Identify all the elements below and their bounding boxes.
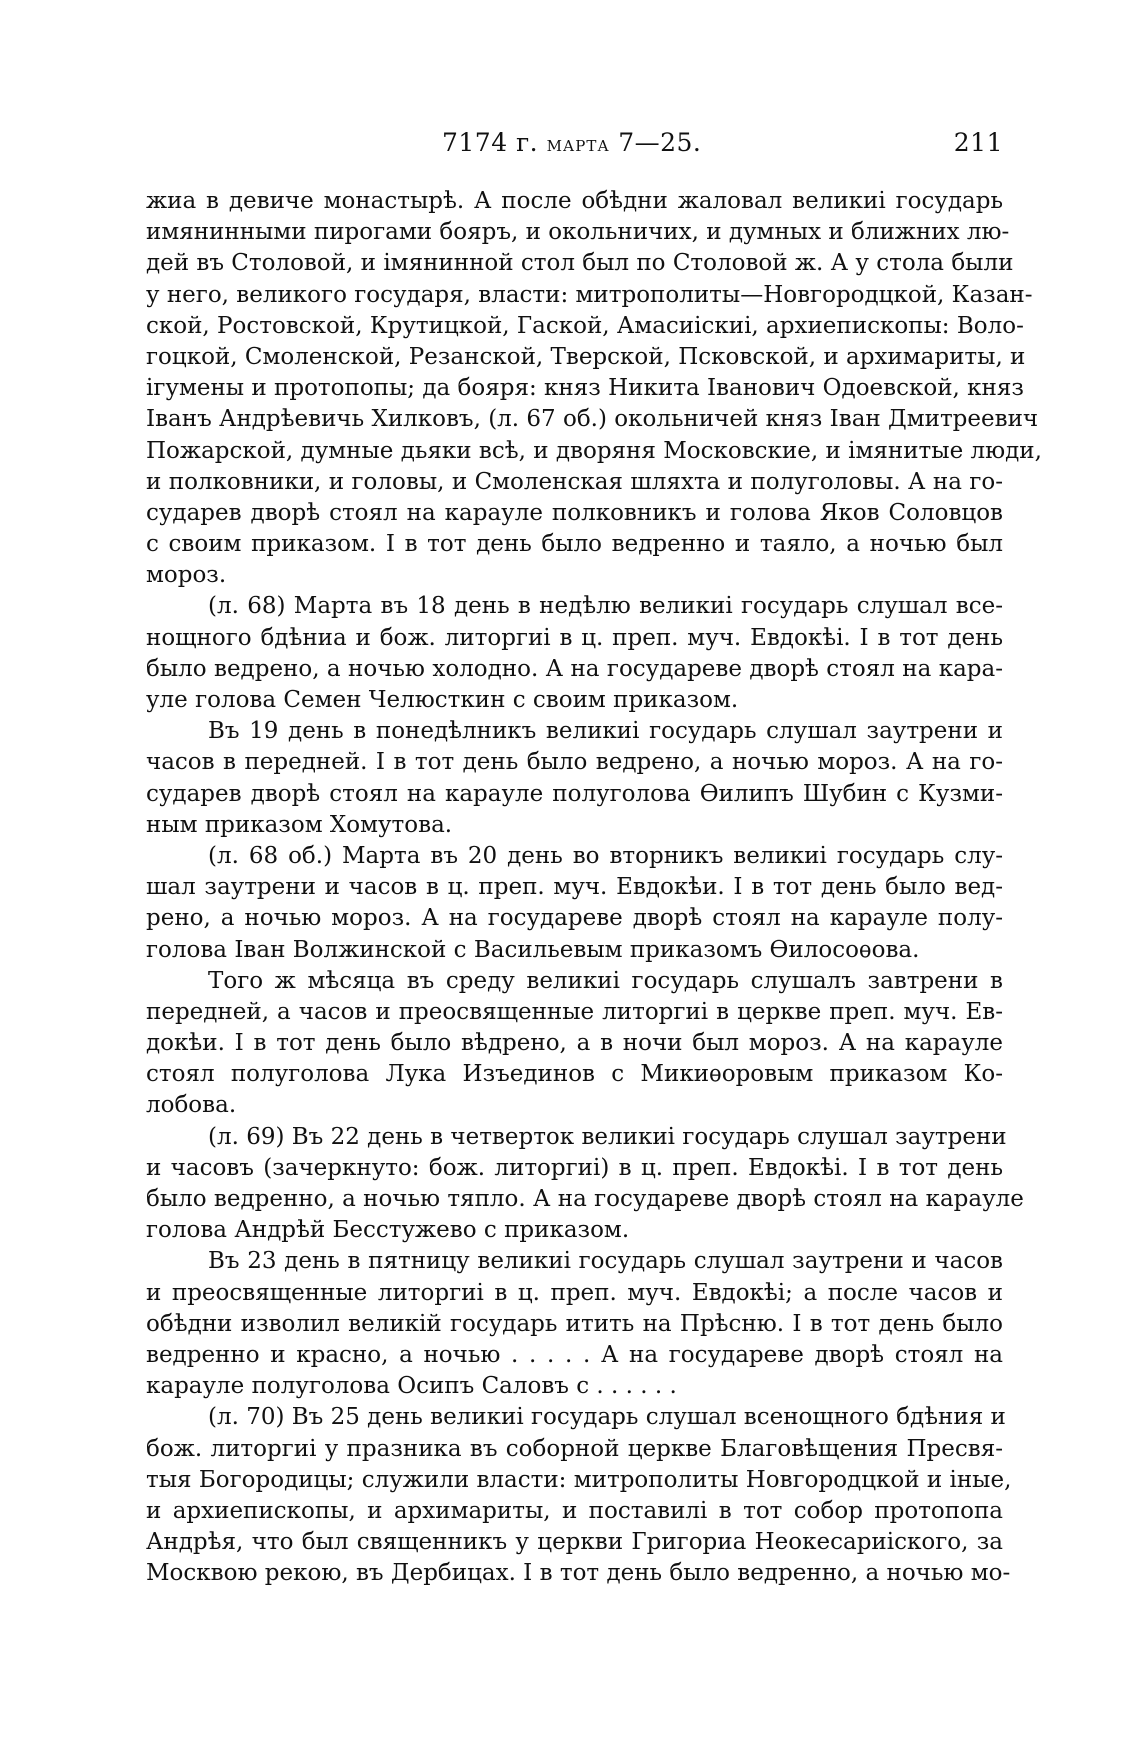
text-line: бож. литоргиі у празника въ соборной церкве Благовѣщения Пресвя- [146,1435,1003,1462]
text-line: Въ 23 день в пятницу великиі государь слушал заутрени и часов [208,1248,1003,1275]
text-line: гоцкой, Смоленской, Резанской, Тверской, Псковской, и архимариты, и [146,343,1026,370]
text-line: Москвою рекою, въ Дербицах. І в тот день было ведренно, а ночью мо- [146,1560,1011,1587]
text-line: стоял полуголова Лука Изъединов с Микиѳоровым приказом Ко- [146,1061,1003,1088]
text-line: ігумены и протопопы; да бояря: княз Никита Іванович Одоевской, княз [146,375,1024,402]
running-title-year: 7174 г. [442,128,547,157]
text-line: Въ 19 день в понедѣлникъ великиі государь слушал заутрени и [208,718,1003,745]
text-line: часов в передней. І в тот день было ведрено, а ночью мороз. А на го- [146,749,1003,776]
running-title [442,128,701,157]
text-line: лобова. [146,1092,237,1119]
text-line: было ведренно, а ночью тяпло. А на государеве дворѣ стоял на карауле [146,1186,1024,1212]
text-line: карауле полуголова Осипъ Саловъ с . . . . . . [146,1373,677,1400]
text-line: и часовъ (зачеркнуто: бож. литоргиі) в ц. преп. Евдокѣі. І в тот день [146,1154,1003,1181]
text-line: дей въ Столовой, и імянинной стол был по Столовой ж. А у стола были [146,250,1014,277]
text-line: голова Іван Волжинской с Васильевым приказомъ Ѳилосоѳова. [146,936,920,963]
text-line: с своим приказом. І в тот день было ведренно и таяло, а ночью был [146,531,1003,558]
text-line: (л. 70) Въ 25 день великиі государь слушал всенощного бдѣния и [208,1404,1006,1431]
text-line: (л. 68 об.) Марта въ 20 день во вторникъ великиі государь слу- [208,842,1003,869]
text-line: сударев дворѣ стоял на карауле полуголова Ѳилипъ Шубин с Кузми- [146,780,1003,807]
text-line: докѣи. І в тот день было вѣдрено, а в ночи был мороз. А на карауле [146,1030,1003,1057]
text-line: голова Андрѣй Бесстужево с приказом. [146,1217,630,1244]
text-line: и полковники, и головы, и Смоленская шляхта и полуголовы. А на го- [146,468,1003,495]
text-line: и преосвященные литоргиі в ц. преп. муч. Евдокѣі; а после часов и [146,1279,1003,1306]
text-line: (л. 69) Въ 22 день в четверток великиі государь слушал заутрени [208,1123,1007,1150]
text-line: имянинными пирогами бояръ, и окольничих, и думных и ближних лю- [146,219,1010,246]
text-line: Пожарской, думные дьяки всѣ, и дворяня Московские, и імянитые люди, [146,437,1042,464]
text-line: обѣдни изволил великій государь итить на Прѣсню. І в тот день было [146,1310,1003,1337]
text-line: (л. 68) Марта въ 18 день в недѣлю великиі государь слушал все- [208,593,1003,620]
running-head [442,128,1003,172]
text-line: Іванъ Андрѣевичь Хилковъ, (л. 67 об.) окольничей княз Іван Дмитреевич [146,406,1039,433]
text-line: мороз. [146,562,227,589]
text-line: Того ж мѣсяца въ среду великиі государь слушалъ завтрени в [208,967,1003,994]
page-number: 211 [953,128,1003,157]
text-line: тыя Богородицы; служили власти: митрополиты Новгородцкой и іные, [146,1466,1012,1493]
text-line: было ведрено, а ночью холодно. А на государеве дворѣ стоял на кара- [146,655,1003,682]
text-line: у него, великого государя, власти: митрополиты—Новгородцкой, Казан- [146,281,1033,308]
text-line: Андрѣя, что был священникъ у церкви Григориа Неокесариіского, за [146,1529,1003,1556]
text-line: и архиепископы, и архимариты, и поставилі в тот собор протопопа [146,1497,1003,1524]
text-line: рено, а ночью мороз. А на государеве дворѣ стоял на карауле полу- [146,905,1003,932]
page [146,128,1042,1589]
text-line: уле голова Семен Челюсткин с своим приказом. [146,687,739,713]
text-line: ным приказом Хомутова. [146,811,453,838]
text-line: нощного бдѣниа и бож. литоргиі в ц. преп. муч. Евдокѣі. І в тот день [146,624,1003,651]
text-line: сударев дворѣ стоял на карауле полковникъ и голова Яков Соловцов [146,499,1003,526]
body-text [146,186,1042,1589]
text-line: жиа в девиче монастырѣ. А после обѣдни жаловал великиі государь [146,188,1003,214]
text-line: шал заутрени и часов в ц. преп. муч. Евдокѣи. І в тот день было вед- [146,874,1003,901]
text-line: ведренно и красно, а ночью . . . . . А на государеве дворѣ стоял на [146,1341,1003,1368]
running-title-month: марта [546,132,610,156]
text-line: ской, Ростовской, Крутицкой, Гаской, Амасиіскиі, архиепископы: Воло- [146,312,1024,339]
running-title-dates: 7—25. [609,128,702,157]
text-line: передней, а часов и преосвященные литоргиі в церкве преп. муч. Ев- [146,998,1003,1025]
